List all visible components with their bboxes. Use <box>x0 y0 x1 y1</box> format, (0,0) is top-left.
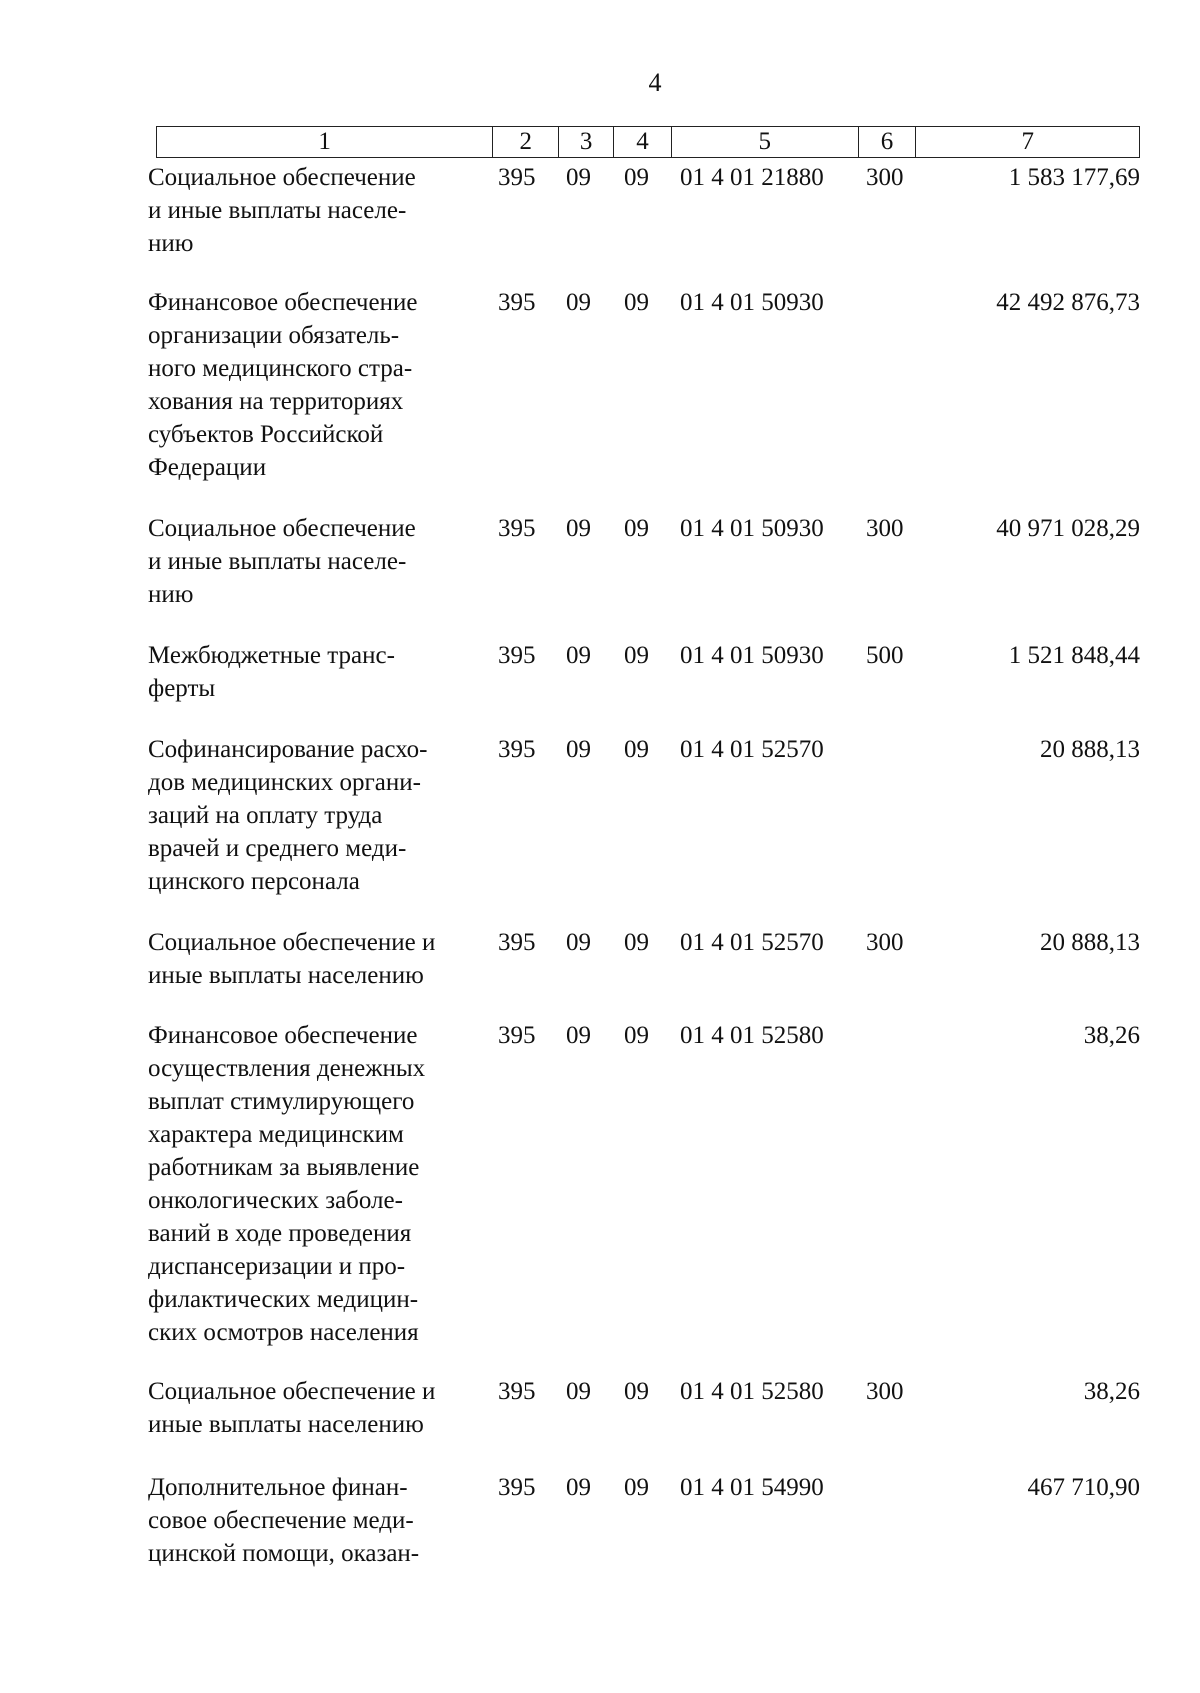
row-name <box>148 926 468 992</box>
row-name-line: Финансовое обеспечение <box>148 289 418 316</box>
header-col-1: 1 <box>157 127 493 157</box>
header-col-5: 5 <box>672 127 859 157</box>
col-2-code: 395 <box>498 289 536 316</box>
row-name-line: осуществления денежных <box>148 1055 426 1082</box>
col-6-type-code: 300 <box>866 515 904 542</box>
row-name-line: субъектов Российской <box>148 421 384 448</box>
col-6-type-code: 500 <box>866 642 904 669</box>
col-6-type-code: 300 <box>866 164 904 191</box>
col-5-target-code: 01 4 01 50930 <box>680 289 824 316</box>
col-4-code: 09 <box>624 929 649 956</box>
col-2-code: 395 <box>498 164 536 191</box>
col-5-target-code: 01 4 01 52570 <box>680 929 824 956</box>
row-name-line: иные выплаты населению <box>148 962 424 989</box>
row-name-line: нию <box>148 230 194 257</box>
row-name-line: Федерации <box>148 454 267 481</box>
row-name <box>148 161 468 260</box>
row-name-line: работникам за выявление <box>148 1154 420 1181</box>
row-name-line: ваний в ходе проведения <box>148 1220 412 1247</box>
col-7-amount: 42 492 876,73 <box>996 289 1140 316</box>
col-6-type-code: 300 <box>866 1378 904 1405</box>
col-4-code: 09 <box>624 1378 649 1405</box>
col-7-amount: 467 710,90 <box>1027 1474 1140 1501</box>
col-4-code: 09 <box>624 289 649 316</box>
row-name <box>148 639 468 705</box>
col-5-target-code: 01 4 01 54990 <box>680 1474 824 1501</box>
row-name <box>148 286 468 484</box>
col-2-code: 395 <box>498 736 536 763</box>
row-name <box>148 512 468 611</box>
header-col-6: 6 <box>859 127 917 157</box>
row-name-line: цинской помощи, оказан- <box>148 1540 420 1567</box>
col-7-amount: 40 971 028,29 <box>996 515 1140 542</box>
col-6-type-code: 300 <box>866 929 904 956</box>
header-col-3: 3 <box>559 127 614 157</box>
row-name-line: Социальное обеспечение <box>148 164 416 191</box>
row-name-line: цинского персонала <box>148 868 360 895</box>
header-col-2: 2 <box>493 127 559 157</box>
col-7-amount: 38,26 <box>1083 1022 1140 1049</box>
row-name <box>148 1471 468 1570</box>
col-3-code: 09 <box>566 1022 591 1049</box>
table-header <box>156 126 1140 158</box>
row-name-line: дов медицинских органи- <box>148 769 421 796</box>
row-name-line: Межбюджетные транс- <box>148 642 395 669</box>
row-name-line: иные выплаты населению <box>148 1411 424 1438</box>
col-7-amount: 38,26 <box>1083 1378 1140 1405</box>
row-name-line: и иные выплаты населе- <box>148 548 407 575</box>
row-name-line: ферты <box>148 675 216 702</box>
row-name <box>148 1375 468 1441</box>
col-3-code: 09 <box>566 1474 591 1501</box>
row-name-line: хования на территориях <box>148 388 404 415</box>
row-name <box>148 733 468 898</box>
row-name-line: Дополнительное финан- <box>148 1474 408 1501</box>
col-3-code: 09 <box>566 164 591 191</box>
row-name-line: нию <box>148 581 194 608</box>
row-name-line: заций на оплату труда <box>148 802 383 829</box>
row-name-line: онкологических заболе- <box>148 1187 403 1214</box>
row-name <box>148 1019 468 1349</box>
header-col-4: 4 <box>614 127 672 157</box>
col-5-target-code: 01 4 01 52580 <box>680 1378 824 1405</box>
col-2-code: 395 <box>498 1022 536 1049</box>
col-2-code: 395 <box>498 515 536 542</box>
col-3-code: 09 <box>566 642 591 669</box>
col-2-code: 395 <box>498 929 536 956</box>
row-name-line: Финансовое обеспечение <box>148 1022 418 1049</box>
row-name-line: Социальное обеспечение и <box>148 1378 436 1405</box>
col-7-amount: 1 583 177,69 <box>1008 164 1140 191</box>
col-5-target-code: 01 4 01 52580 <box>680 1022 824 1049</box>
col-2-code: 395 <box>498 642 536 669</box>
row-name-line: совое обеспечение меди- <box>148 1507 414 1534</box>
row-name-line: характера медицинским <box>148 1121 404 1148</box>
col-4-code: 09 <box>624 515 649 542</box>
row-name-line: врачей и среднего меди- <box>148 835 407 862</box>
col-2-code: 395 <box>498 1378 536 1405</box>
row-name-line: Социальное обеспечение <box>148 515 416 542</box>
col-7-amount: 1 521 848,44 <box>1008 642 1140 669</box>
col-2-code: 395 <box>498 1474 536 1501</box>
col-4-code: 09 <box>624 736 649 763</box>
col-5-target-code: 01 4 01 21880 <box>680 164 824 191</box>
col-7-amount: 20 888,13 <box>1040 736 1140 763</box>
page-number: 4 <box>648 68 662 97</box>
row-name-line: организации обязатель- <box>148 322 400 349</box>
col-5-target-code: 01 4 01 52570 <box>680 736 824 763</box>
col-4-code: 09 <box>624 1022 649 1049</box>
col-3-code: 09 <box>566 1378 591 1405</box>
row-name-line: Социальное обеспечение и <box>148 929 436 956</box>
col-3-code: 09 <box>566 736 591 763</box>
col-3-code: 09 <box>566 289 591 316</box>
col-7-amount: 20 888,13 <box>1040 929 1140 956</box>
col-4-code: 09 <box>624 164 649 191</box>
row-name-line: филактических медицин- <box>148 1286 419 1313</box>
row-name-line: выплат стимулирующего <box>148 1088 415 1115</box>
row-name-line: ного медицинского стра- <box>148 355 413 382</box>
col-3-code: 09 <box>566 515 591 542</box>
row-name-line: и иные выплаты населе- <box>148 197 407 224</box>
col-4-code: 09 <box>624 642 649 669</box>
col-4-code: 09 <box>624 1474 649 1501</box>
col-3-code: 09 <box>566 929 591 956</box>
header-col-7: 7 <box>1021 128 1034 155</box>
row-name-line: ских осмотров населения <box>148 1319 419 1346</box>
row-name-line: Софинансирование расхо- <box>148 736 428 763</box>
col-5-target-code: 01 4 01 50930 <box>680 642 824 669</box>
row-name-line: диспансеризации и про- <box>148 1253 406 1280</box>
col-5-target-code: 01 4 01 50930 <box>680 515 824 542</box>
